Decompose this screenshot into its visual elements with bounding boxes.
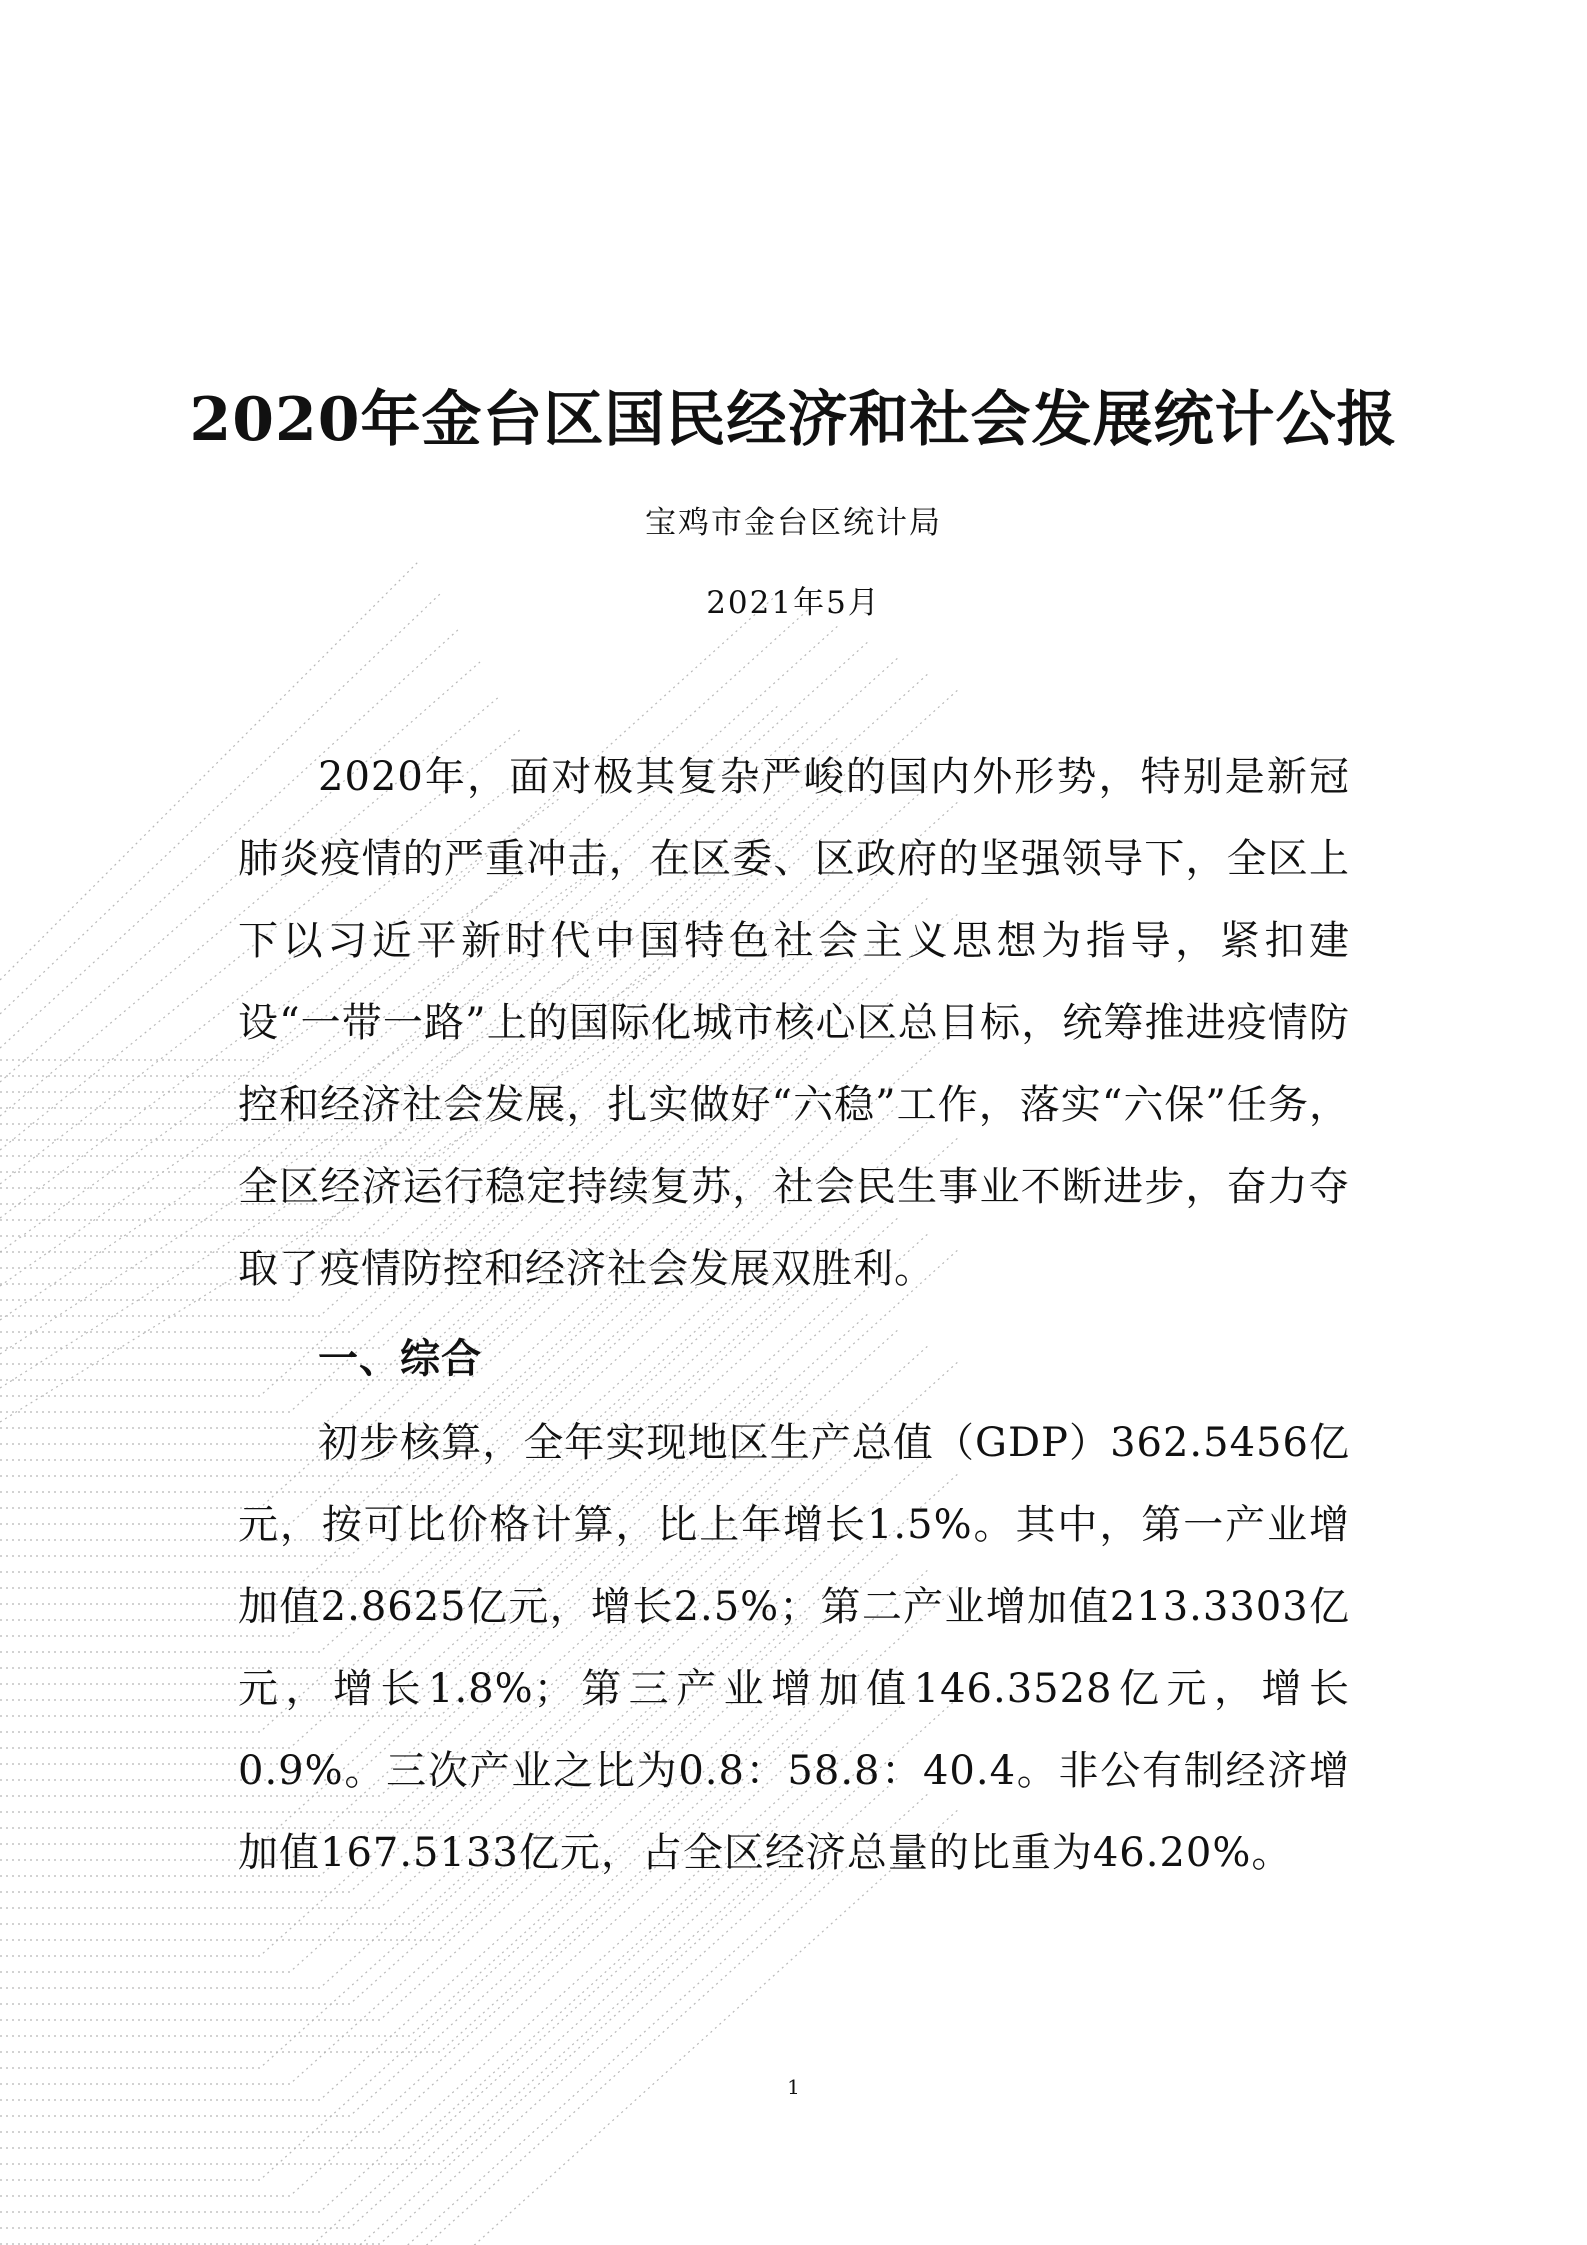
section-heading: 一、综合 [318,1336,482,1382]
publication-date: 2021年5月 [706,585,881,621]
page-number: 1 [787,2075,800,2099]
section-paragraph: 初步核算，全年实现地区生产总值（GDP）362.5456亿元，按可比价格计算，比上年增长1.5%。其中，第一产业增加值2.8625亿元，增长2.5%；第二产业增加值213.3303亿元，增长1.8%；第三产业增加值146.3528亿元，增长0.9%。三次产业之比为0.8：58.8：40.4。非公有制经济增加值167.5133亿元，占全区经济总量的比重为46.20%。 [238,1420,1350,1876]
intro-paragraph: 2020年，面对极其复杂严峻的国内外形势，特别是新冠肺炎疫情的严重冲击，在区委、区政府的坚强领导下，全区上下以习近平新时代中国特色社会主义思想为指导，紧扣建设“一带一路”上的国际化城市核心区总目标，统筹推进疫情防控和经济社会发展，扎实做好“六稳”工作，落实“六保”任务，全区经济运行稳定持续复苏，社会民生事业不断进步，奋力夺取了疫情防控和经济社会发展双胜利。 [238,754,1350,1292]
page-title: 2020年金台区国民经济和社会发展统计公报 [189,385,1398,455]
author-line: 宝鸡市金台区统计局 [645,505,942,541]
